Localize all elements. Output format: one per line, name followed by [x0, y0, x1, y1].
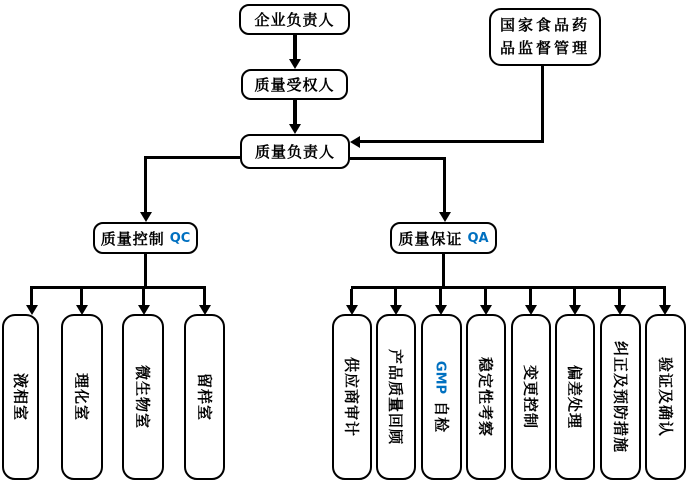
node-quality-control-qc [93, 222, 198, 254]
node-stability-study [466, 314, 506, 480]
connector-regulator-arrowhead [350, 136, 360, 148]
node-validation-verification [645, 314, 686, 480]
node-deviation-handling-label [565, 365, 586, 429]
node-gmp-self-inspection-code: GMP [432, 360, 447, 395]
node-change-control [511, 314, 551, 480]
node-validation-verification-text: 验证及确认 [656, 356, 674, 438]
node-product-quality-review-text: 产品质量回顾 [386, 348, 405, 446]
node-liquid-phase-room-label: 液相室 [11, 372, 29, 422]
connector-director-to-qa-horizontal [350, 157, 446, 160]
node-sample-retention-room-label: 留样室 [195, 372, 213, 422]
connector-qa-drop-7 [618, 289, 621, 305]
node-capa-text: 纠正及预防措施 [611, 340, 629, 454]
node-product-quality-review [376, 314, 416, 480]
node-deviation-handling [555, 314, 595, 480]
node-qa-label: 质量保证 [398, 229, 463, 248]
node-validation-verification-label [655, 357, 676, 437]
node-quality-assurance-qa [390, 222, 497, 254]
node-qa-code: QA [467, 230, 489, 246]
connector-regulator-horizontal [360, 140, 544, 143]
node-liquid-phase-room [2, 314, 39, 480]
node-capa-label [610, 341, 631, 453]
node-gmp-self-inspection-text: 自检 [432, 401, 450, 434]
node-quality-director-label: 质量负责人 [254, 143, 335, 161]
connector-director-to-qc-horizontal [145, 156, 240, 159]
node-quality-authorized [241, 69, 348, 100]
node-change-control-label [521, 365, 542, 429]
node-gmp-self-inspection-label [431, 361, 452, 433]
node-microbiology-room [122, 314, 164, 480]
connector-qa-drop-2 [394, 289, 397, 305]
connector-qa-drop-5 [529, 289, 532, 305]
node-enterprise-head [239, 4, 350, 35]
node-regulator [489, 8, 601, 66]
node-capa [600, 314, 641, 480]
node-gmp-self-inspection [421, 314, 462, 480]
node-physchem-room-label: 理化室 [72, 372, 91, 422]
connector-director-to-qa-vertical [443, 157, 446, 212]
connector-qc-feed [144, 254, 147, 289]
connector-qc-drop-2 [80, 289, 83, 305]
connector-regulator-vertical [541, 65, 544, 142]
node-stability-study-label [476, 357, 497, 437]
node-microbiology-room-label: 微生物室 [133, 364, 152, 430]
node-sample-retention-room [184, 314, 225, 480]
connector-qa-drop-8 [663, 289, 666, 305]
node-deviation-handling-text: 偏差处理 [565, 364, 584, 430]
connector-authorized-to-director [293, 100, 297, 124]
node-supplier-audit [332, 314, 372, 480]
connector-qc-drop-3 [142, 289, 145, 305]
node-quality-director [240, 134, 350, 169]
node-regulator-line2: 品监督管理 [499, 39, 590, 57]
node-physchem-room [61, 314, 103, 480]
connector-qa-feed [442, 254, 445, 289]
node-product-quality-review-label [386, 349, 407, 445]
node-stability-study-text: 稳定性考察 [476, 356, 495, 438]
connector-qa-drop-1 [350, 289, 353, 305]
connector-qa-drop-6 [573, 289, 576, 305]
node-change-control-text: 变更控制 [521, 364, 540, 430]
node-supplier-audit-text: 供应商审计 [342, 356, 361, 438]
connector-qa-drop-3 [439, 289, 442, 305]
node-supplier-audit-label [342, 357, 363, 437]
connector-director-to-qc-vertical [144, 156, 147, 212]
node-qc-code: QC [169, 230, 191, 246]
connector-enterprise-to-authorized [293, 35, 297, 59]
connector-qa-drop-4 [484, 289, 487, 305]
node-regulator-line1: 国家食品药 [499, 16, 590, 34]
connector-qc-drop-4 [203, 289, 206, 305]
connector-qc-bus [30, 286, 206, 289]
connector-qc-drop-1 [30, 289, 33, 305]
node-quality-authorized-label: 质量受权人 [254, 76, 335, 94]
node-qc-label: 质量控制 [100, 229, 165, 248]
node-enterprise-head-label: 企业负责人 [254, 11, 335, 29]
